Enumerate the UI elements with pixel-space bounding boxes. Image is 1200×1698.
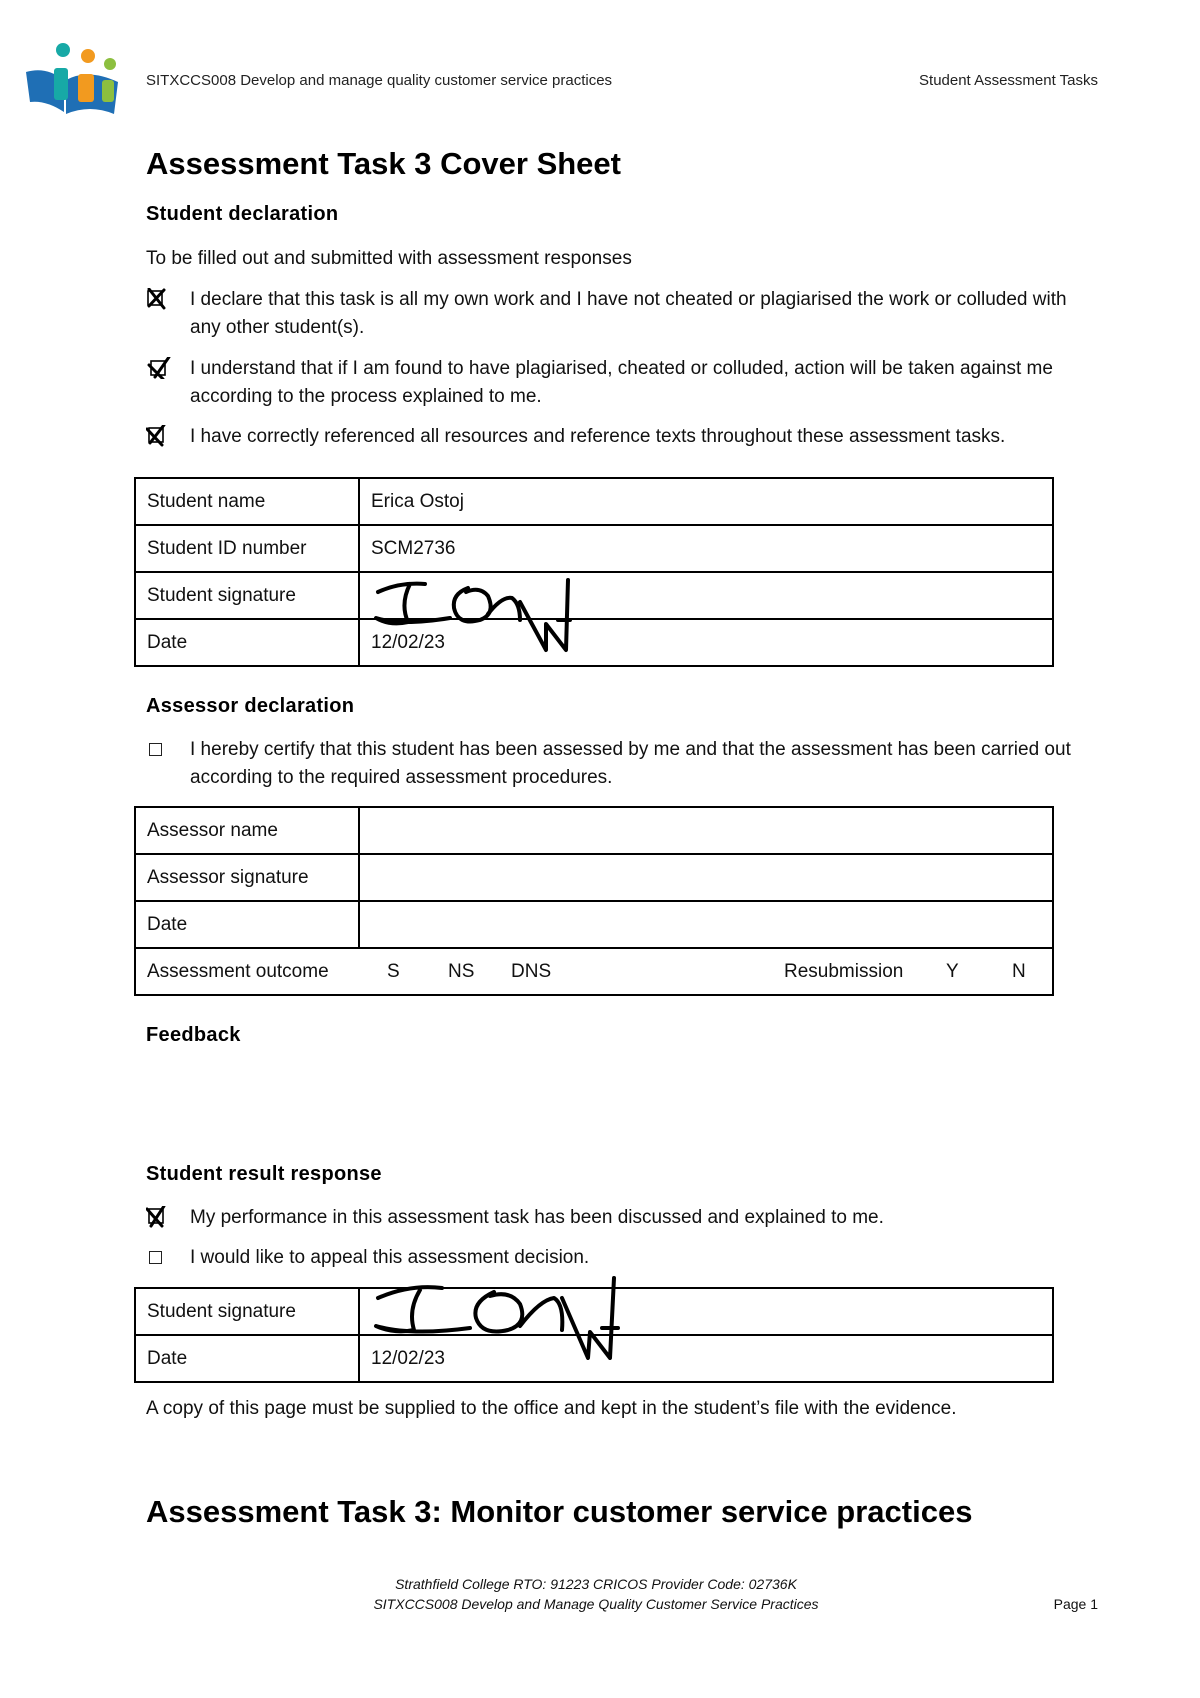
assessment-outcome-label: Assessment outcome [147,961,329,982]
checked-checkbox-icon[interactable] [146,1206,166,1228]
result-item-discussed[interactable] [146,1204,1066,1234]
table-row [135,525,1053,572]
table-row [135,619,1053,666]
outcome-option-s[interactable]: S [387,961,400,982]
resubmission-option-y[interactable]: Y [946,961,959,982]
footer-provider-info: Strathfield College RTO: 91223 CRICOS Provider Code: 02736K [395,1576,797,1592]
checked-checkbox-icon[interactable] [146,288,166,310]
assessor-certify-item[interactable] [146,736,1071,794]
student-id-label: Student ID number [135,525,359,572]
result-item-text: I would like to appeal this assessment decision. [190,1247,590,1268]
table-row [135,901,1053,948]
table-row [135,807,1053,854]
declaration-item-text: I declare that this task is all my own work and I have not cheated or plagiarised the work or colluded with any other student(s). [190,289,1067,338]
table-row [135,948,1053,995]
student-signature-drawing [370,574,580,654]
student-name-value[interactable]: Erica Ostoj [359,478,1053,525]
assessor-details-table [134,806,1054,996]
student-details-table [134,477,1054,667]
college-logo-icon [26,42,128,120]
assessor-certify-text: I hereby certify that this student has been assessed by me and that the assessment has been carried out according to the required assessment procedures. [190,739,1071,788]
student-signature-label: Student signature [135,572,359,619]
table-row [135,572,1053,619]
result-signature-label: Student signature [135,1288,359,1335]
assessor-date-label: Date [135,901,359,948]
declaration-item-text: I have correctly referenced all resources and reference texts throughout these assessment tasks. [190,426,1006,447]
student-declaration-intro: To be filled out and submitted with assessment responses [146,248,632,269]
page-number: Page 1 [1053,1596,1098,1612]
task-title: Assessment Task 3: Monitor customer service practices [146,1494,973,1529]
checked-checkbox-icon[interactable] [146,425,166,447]
student-date-value[interactable]: 12/02/23 [359,619,1053,666]
assessor-date-field[interactable] [359,901,1053,948]
assessor-name-field[interactable] [359,807,1053,854]
result-date-label: Date [135,1335,359,1382]
resubmission-label: Resubmission [784,961,904,982]
unchecked-checkbox-icon[interactable] [149,1251,162,1264]
outcome-option-dns[interactable]: DNS [511,961,552,982]
assessor-signature-field[interactable] [359,854,1053,901]
student-signature-drawing [370,1276,630,1360]
feedback-heading: Feedback [146,1024,241,1046]
copy-instruction-note: A copy of this page must be supplied to the office and kept in the student’s file with the evidence. [146,1398,957,1419]
assessment-outcome-row [135,948,1053,995]
result-item-text: My performance in this assessment task has been discussed and explained to me. [190,1207,884,1228]
assessor-name-label: Assessor name [135,807,359,854]
student-id-value[interactable]: SCM2736 [359,525,1053,572]
footer-course-info: SITXCCS008 Develop and Manage Quality Customer Service Practices [373,1596,819,1612]
student-declaration-heading: Student declaration [146,203,339,225]
header-section-title: Student Assessment Tasks [919,72,1098,89]
outcome-option-ns[interactable]: NS [448,961,475,982]
student-name-label: Student name [135,478,359,525]
cover-sheet-title: Assessment Task 3 Cover Sheet [146,146,621,181]
assessor-declaration-heading: Assessor declaration [146,695,355,717]
declaration-item-own-work[interactable] [146,286,1066,344]
checked-checkbox-icon[interactable] [142,357,176,379]
student-date-label: Date [135,619,359,666]
result-item-appeal[interactable] [146,1244,1066,1274]
table-row [135,854,1053,901]
unchecked-checkbox-icon[interactable] [149,743,162,756]
table-row [135,478,1053,525]
declaration-item-plagiarism[interactable] [146,355,1066,413]
resubmission-option-n[interactable]: N [1012,961,1026,982]
declaration-item-text: I understand that if I am found to have plagiarised, cheated or colluded, action will be taken against me according to the process explained to me. [190,358,1053,407]
result-date-value[interactable]: 12/02/23 [359,1335,1053,1382]
assessor-signature-label: Assessor signature [135,854,359,901]
declaration-item-references[interactable] [146,423,1066,453]
header-course-title: SITXCCS008 Develop and manage quality customer service practices [146,72,613,89]
student-result-heading: Student result response [146,1163,382,1185]
